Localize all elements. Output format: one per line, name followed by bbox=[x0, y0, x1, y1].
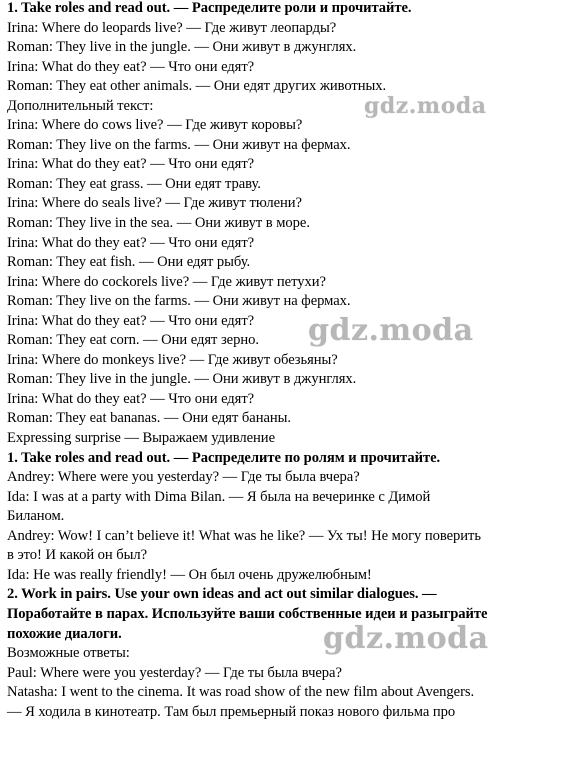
dialogue-line: Roman: They live in the jungle. — Они живут в джунглях. bbox=[7, 39, 357, 56]
dialogue-line: Irina: What do they eat? — Что они едят? bbox=[7, 156, 255, 173]
dialogue-line: Irina: What do they eat? — Что они едят? bbox=[7, 312, 255, 329]
dialogue-line: Irina: What do they eat? — Что они едят? bbox=[7, 58, 255, 75]
dialogue-line: Irina: Where do leopards live? — Где живут леопарды? bbox=[7, 19, 337, 36]
heading-task-2: Поработайте в парах. Используйте ваши собственные идеи и разыграйте bbox=[7, 605, 488, 622]
dialogue-line: Natasha: I went to the cinema. It was road show of the new film about Avengers. bbox=[7, 684, 475, 701]
dialogue-line: Roman: They eat other animals. — Они едят других животных. bbox=[7, 78, 387, 95]
dialogue-line: Roman: They live on the farms. — Они живут на фермах. bbox=[7, 293, 351, 310]
dialogue-line: в это! И какой он был? bbox=[7, 547, 148, 564]
watermark: gdz.moda bbox=[308, 313, 474, 348]
dialogue-line: — Я ходила в кинотеатр. Там был премьерный показ нового фильма про bbox=[7, 703, 456, 720]
dialogue-line: Irina: Where do monkeys live? — Где живут обезьяны? bbox=[7, 351, 338, 368]
dialogue-line: Irina: Where do cows live? — Где живут коровы? bbox=[7, 117, 303, 134]
watermark: gdz.moda bbox=[323, 621, 489, 656]
dialogue-line: Roman: They live in the sea. — Они живут в море. bbox=[7, 215, 310, 232]
dialogue-line: Ida: He was really friendly! — Он был очень дружелюбным! bbox=[7, 566, 372, 583]
dialogue-line: Roman: They eat fish. — Они едят рыбу. bbox=[7, 254, 251, 271]
dialogue-line: Roman: They live on the farms. — Они живут на фермах. bbox=[7, 136, 351, 153]
dialogue-line: Roman: They eat bananas. — Они едят бананы. bbox=[7, 410, 291, 427]
dialogue-line: Irina: What do they eat? — Что они едят? bbox=[7, 390, 255, 407]
heading-task-1: 1. Take roles and read out. — Распределите роли и прочитайте. bbox=[7, 0, 412, 16]
watermark: gdz.moda bbox=[364, 93, 487, 119]
dialogue-line: Irina: Where do cockorels live? — Где живут петухи? bbox=[7, 273, 326, 290]
dialogue-line: Irina: What do they eat? — Что они едят? bbox=[7, 234, 255, 251]
dialogue-line: Roman: They eat corn. — Они едят зерно. bbox=[7, 332, 259, 349]
dialogue-line: Andrey: Wow! I can’t believe it! What was he like? — Ух ты! Не могу поверить bbox=[7, 527, 481, 544]
heading-task-2: похожие диалоги. bbox=[7, 625, 122, 642]
section-label: Expressing surprise — Выражаем удивление bbox=[7, 430, 275, 447]
dialogue-line: Andrey: Where were you yesterday? — Где ты была вчера? bbox=[7, 469, 360, 486]
section-label: Дополнительный текст: bbox=[7, 97, 154, 114]
section-label: Возможные ответы: bbox=[7, 645, 130, 662]
heading-task-2: 2. Work in pairs. Use your own ideas and act out similar dialogues. — bbox=[7, 586, 437, 603]
dialogue-line: Биланом. bbox=[7, 508, 65, 525]
dialogue-line: Roman: They live in the jungle. — Они живут в джунглях. bbox=[7, 371, 357, 388]
dialogue-line: Paul: Where were you yesterday? — Где ты была вчера? bbox=[7, 664, 342, 681]
dialogue-line: Irina: Where do seals live? — Где живут тюлени? bbox=[7, 195, 302, 212]
heading-task-1-surprise: 1. Take roles and read out. — Распределите по ролям и прочитайте. bbox=[7, 449, 441, 466]
dialogue-line: Roman: They eat grass. — Они едят траву. bbox=[7, 175, 261, 192]
dialogue-line: Ida: I was at a party with Dima Bilan. — Я была на вечеринке с Димой bbox=[7, 488, 431, 505]
document-body bbox=[7, 0, 582, 722]
